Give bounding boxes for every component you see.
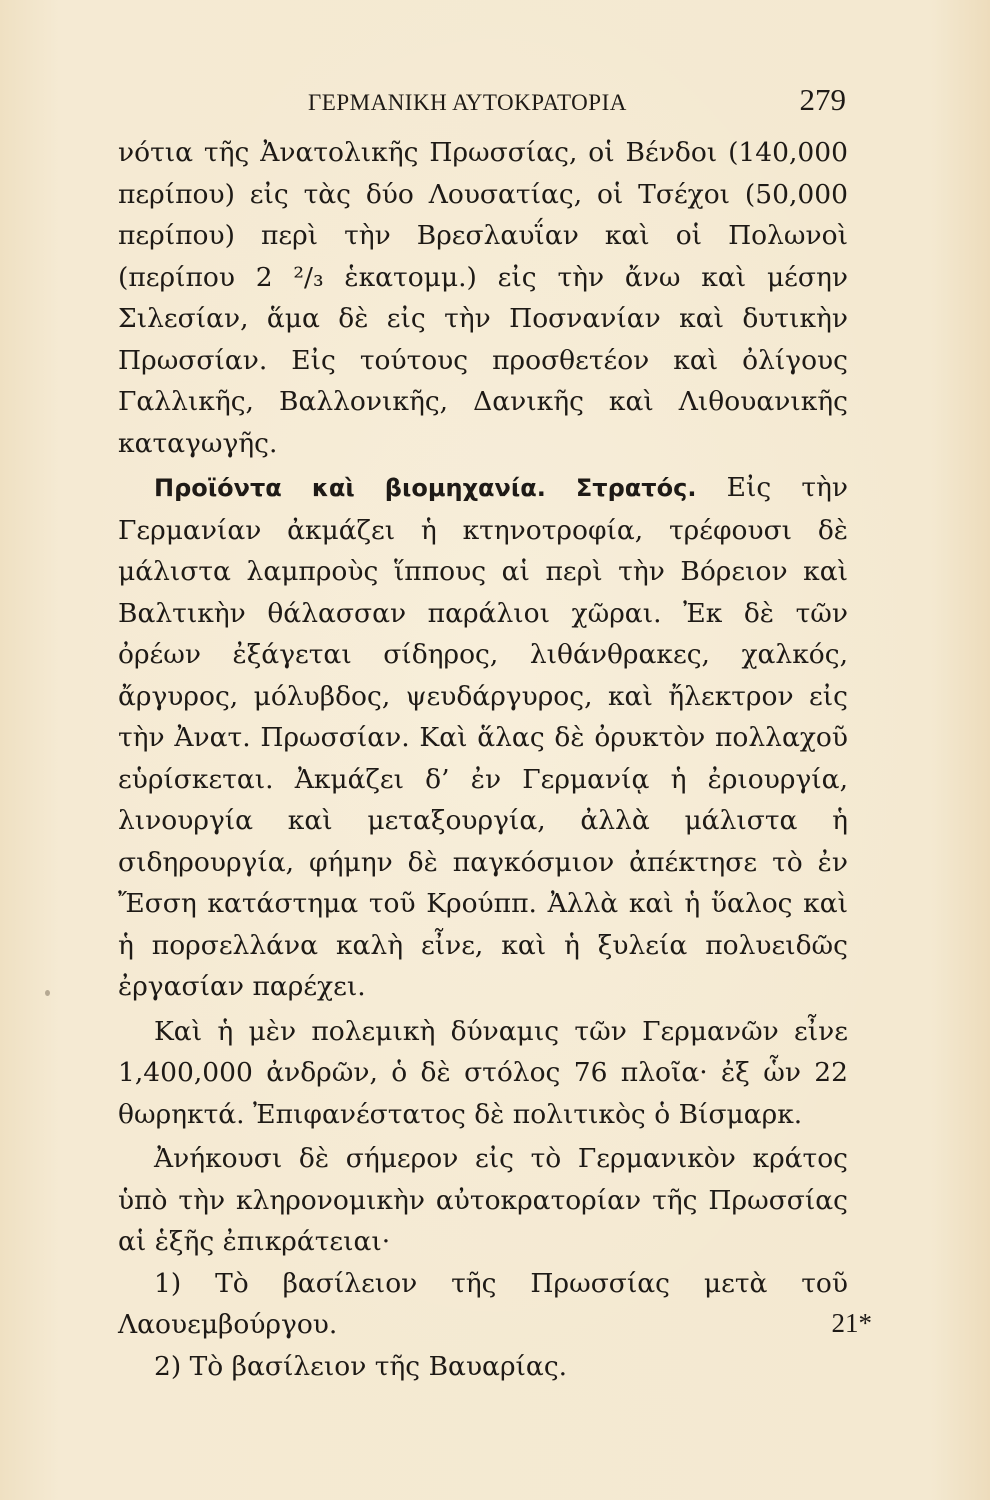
list-item-1: 1) Τὸ βασίλειον τῆς Πρωσσίας μετὰ τοῦ Λαουεμβούργου. [118, 1267, 848, 1340]
body-text [118, 132, 848, 1387]
paragraph-2 [118, 467, 848, 1008]
section-heading: Προϊόντα καὶ βιομηχανία. Στρατός. [154, 474, 697, 502]
paragraph-3: Καὶ ἡ μὲν πολεμικὴ δύναμις τῶν Γερμανῶν εἶνε 1,400,000 ἀνδρῶν, ὁ δὲ στόλος 76 πλοῖα· ἐξ ὧν 22 θωρηκτά. Ἐπιφανέστατος δὲ πολιτικὸς ὁ Βίσμαρκ. [118, 1015, 848, 1130]
page-header [118, 82, 850, 126]
signature-mark: 21* [831, 1308, 872, 1338]
paper-speck [45, 990, 50, 996]
paragraph-2-text: Εἰς τὴν Γερμανίαν ἀκμάζει ἡ κτηνοτροφία, τρέφουσι δὲ μάλιστα λαμπροὺς ἵππους αἱ περὶ τὴν Βόρειον καὶ Βαλτικὴν θάλασσαν παράλιοι χῶραι. Ἐκ δὲ τῶν ὀρέων ἐξάγεται σίδηρος, λιθάνθρακες, χαλκός, ἄργυρος, μόλυβδος, ψευδάργυρος, καὶ ἤλεκτρον εἰς τὴν Ἀνατ. Πρωσσίαν. Καὶ ἅλας δὲ ὀρυκτὸν πολλαχοῦ εὑρίσκεται. Ἀκμάζει δ’ ἐν Γερμανίᾳ ἡ ἐριουργία, λινουργία καὶ μεταξουργία, ἀλλὰ μάλιστα ἡ σιδηρουργία, φήμην δὲ παγκόσμιον ἀπέκτησε τὸ ἐν Ἔσση κατάστημα τοῦ Κρούππ. Ἀλλὰ καὶ ἡ ὕαλος καὶ ἡ πορσελλάνα καλὴ εἶνε, καὶ ἡ ξυλεία πολυειδῶς ἐργασίαν παρέχει. [118, 472, 848, 1002]
running-title: ΓΕΡΜΑΝΙΚΗ ΑΥΤΟΚΡΑΤΟΡΙΑ [308, 90, 627, 115]
paragraph-4: Ἀνήκουσι δὲ σήμερον εἰς τὸ Γερμανικὸν κράτος ὑπὸ τὴν κληρονομικὴν αὐτοκρατορίαν τῆς Πρωσσίας αἱ ἑξῆς ἐπικράτειαι· [118, 1143, 848, 1257]
list-item-2: 2) Τὸ βασίλειον τῆς Βαυαρίας. [154, 1350, 568, 1382]
paragraph-1: νότια τῆς Ἀνατολικῆς Πρωσσίας, οἱ Βένδοι (140,000 περίπου) εἰς τὰς δύο Λουσατίας, οἱ Τσέχοι (50,000 περίπου) περὶ τὴν Βρεσλαυΐαν καὶ οἱ Πολωνοὶ (περίπου 2 ²/₃ ἑκατομμ.) εἰς τὴν ἄνω καὶ μέσην Σιλεσίαν, ἅμα δὲ εἰς τὴν Ποσνανίαν καὶ δυτικὴν Πρωσσίαν. Εἰς τούτους προσθετέον καὶ ὀλίγους Γαλλικῆς, Βαλλονικῆς, Δανικῆς καὶ Λιθουανικῆς καταγωγῆς. [118, 137, 848, 459]
page-number: 279 [799, 82, 846, 117]
